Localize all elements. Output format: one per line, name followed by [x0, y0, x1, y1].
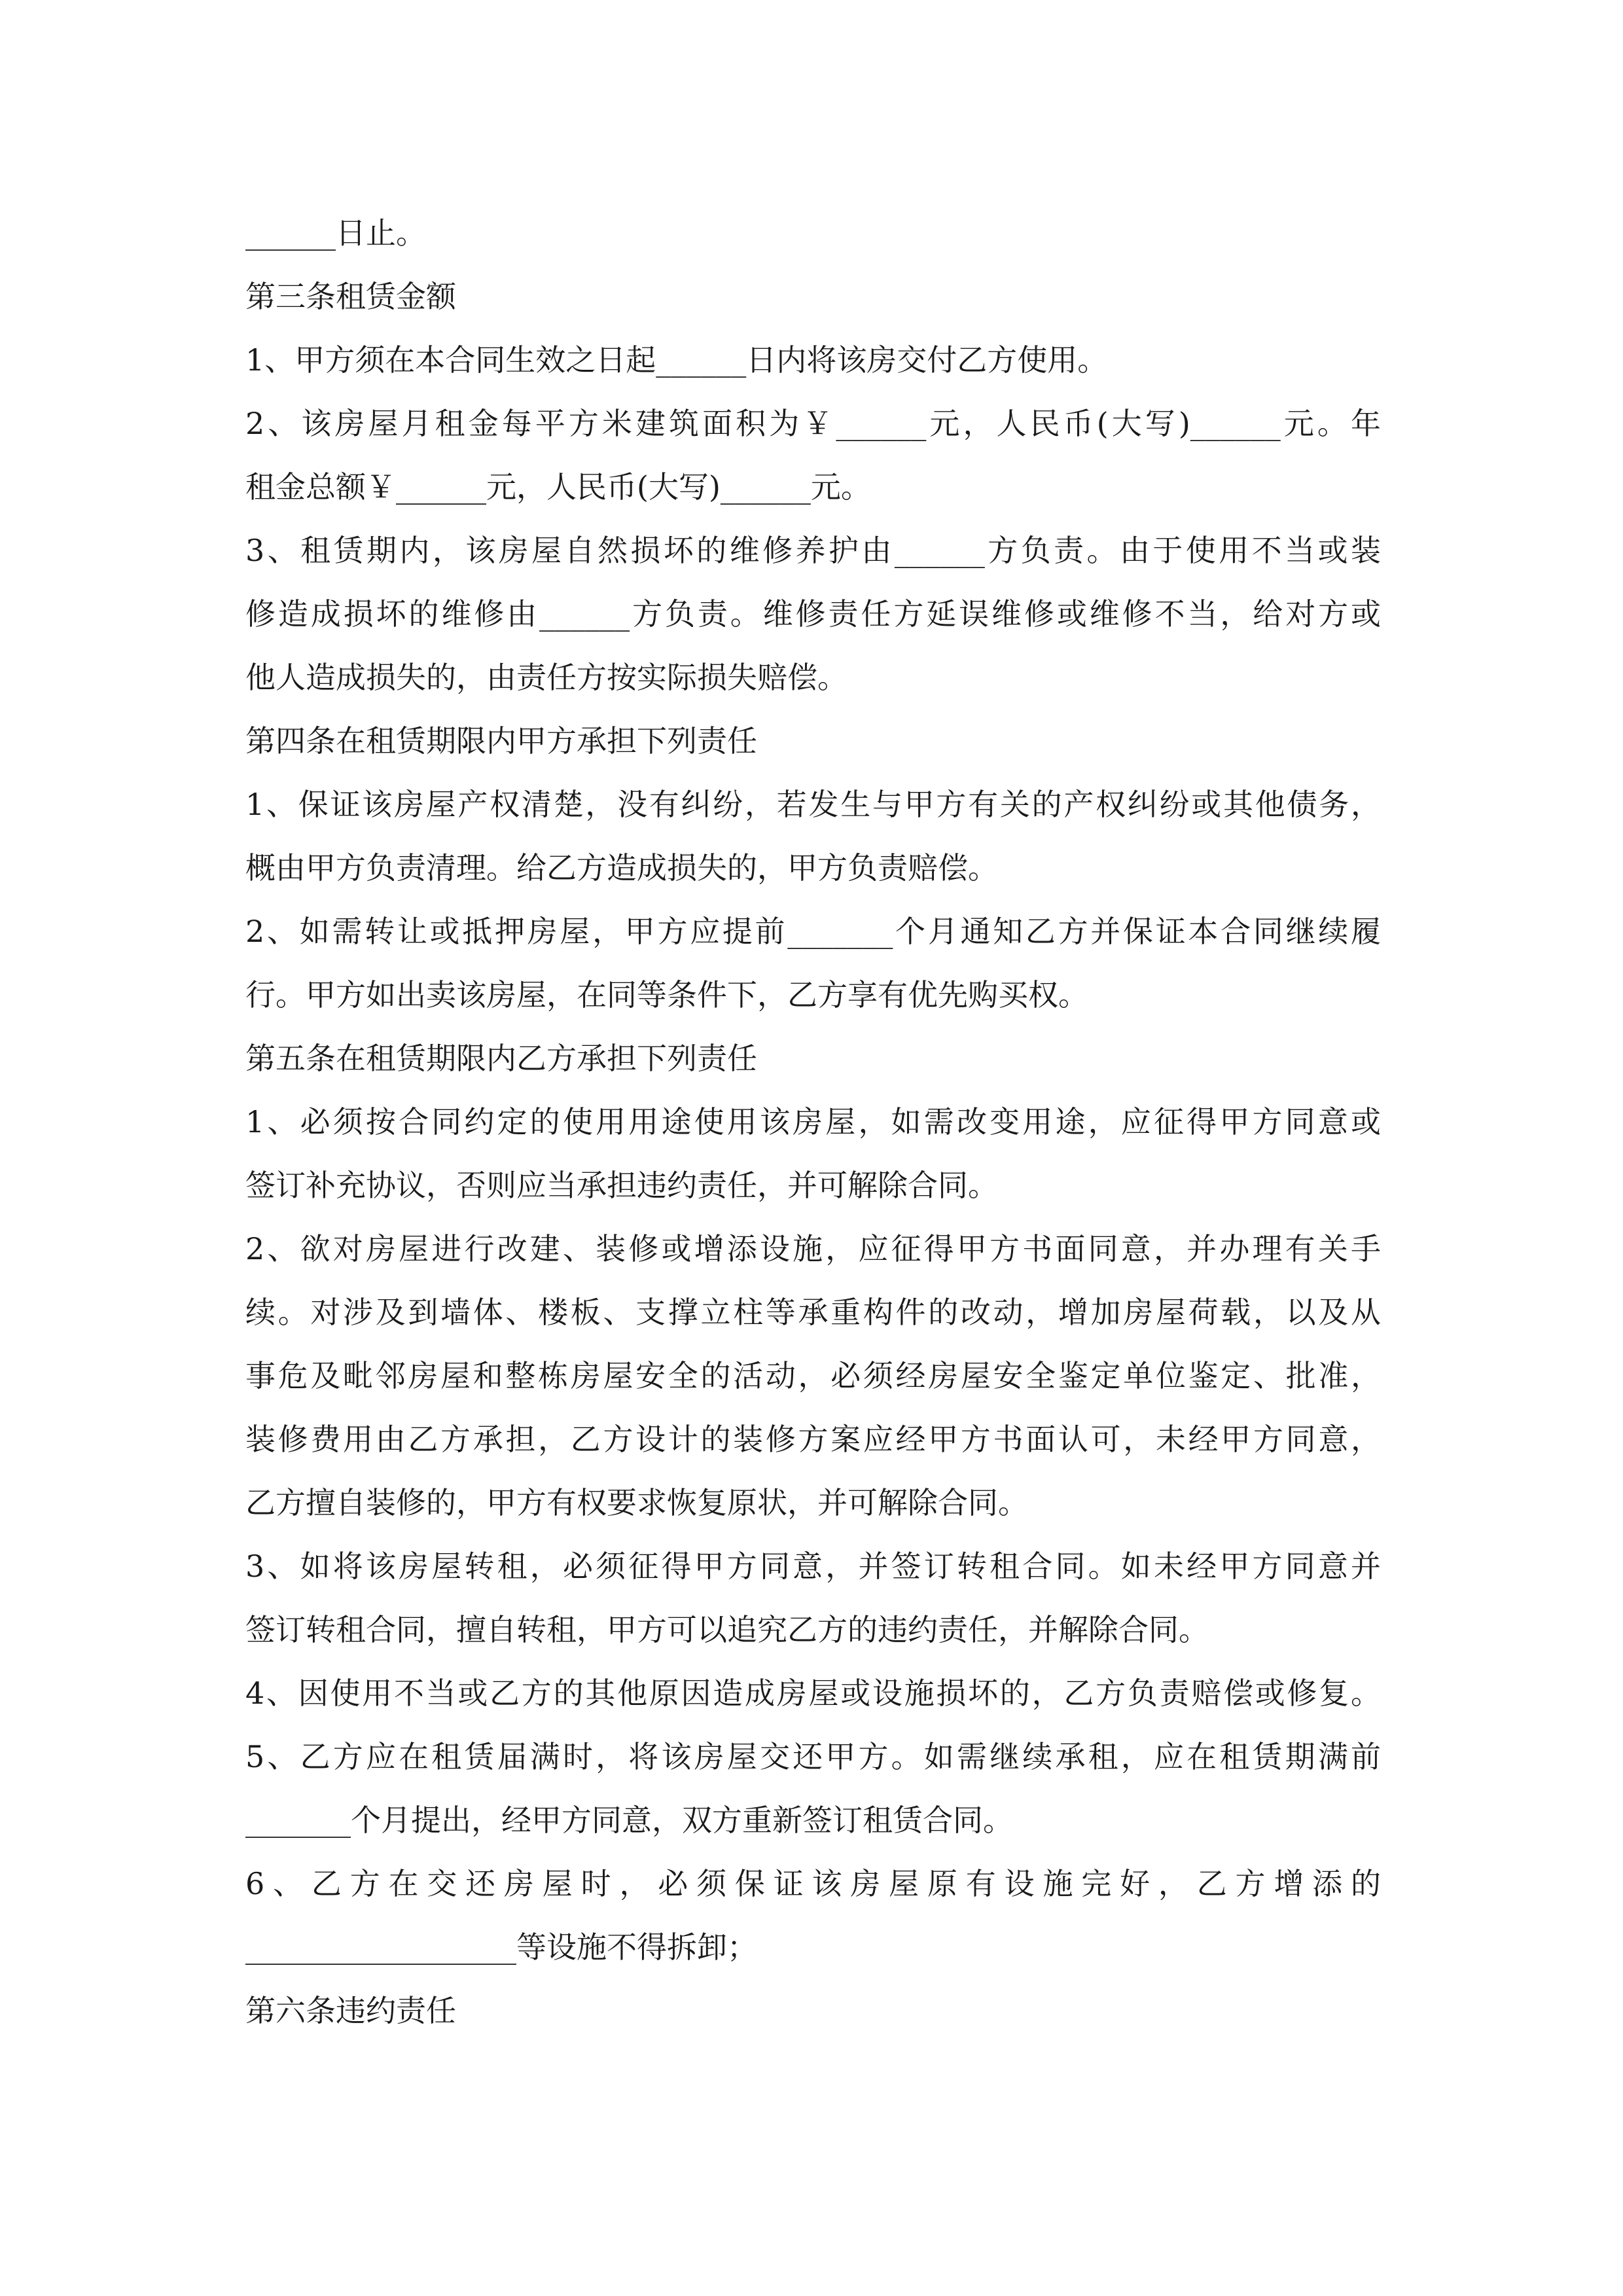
text-line: 5、乙方应在租赁届满时，将该房屋交还甲方。如需继续承租，应在租赁期满前: [245, 1739, 1381, 1774]
text-line: 修造成损坏的维修由______方负责。维修责任方延误维修或维修不当，给对方或: [245, 596, 1381, 632]
text-line: 签订补充协议，否则应当承担违约责任，并可解除合同。: [245, 1168, 998, 1203]
text-line: 1、必须按合同约定的使用用途使用该房屋，如需改变用途，应征得甲方同意或: [245, 1104, 1381, 1139]
text-line: 1、甲方须在本合同生效之日起______日内将该房交付乙方使用。: [245, 342, 1108, 378]
text-line: 概由甲方负责清理。给乙方造成损失的，甲方负责赔偿。: [245, 850, 998, 886]
text-line: 6、乙方在交还房屋时，必须保证该房屋原有设施完好，乙方增添的: [245, 1866, 1381, 1901]
document-body: [245, 202, 1381, 2043]
text-line: 签订转租合同，擅自转租，甲方可以追究乙方的违约责任，并解除合同。: [245, 1612, 1209, 1647]
text-line: ______日止。: [245, 215, 426, 251]
text-line: 租金总额￥______元，人民币(大写)______元。: [245, 469, 871, 505]
text-line: 3、如将该房屋转租，必须征得甲方同意，并签订转租合同。如未经甲方同意并: [245, 1549, 1381, 1584]
section-heading: 第三条租赁金额: [245, 279, 456, 314]
text-line: 行。甲方如出卖该房屋，在同等条件下，乙方享有优先购买权。: [245, 977, 1088, 1013]
section-heading: 第四条在租赁期限内甲方承担下列责任: [245, 723, 757, 759]
section-heading: 第五条在租赁期限内乙方承担下列责任: [245, 1041, 757, 1076]
section-heading: 第六条违约责任: [245, 1993, 456, 2028]
text-line: 续。对涉及到墙体、楼板、支撑立柱等承重构件的改动，增加房屋荷载，以及从: [245, 1295, 1381, 1330]
text-line: 3、租赁期内，该房屋自然损坏的维修养护由______方负责。由于使用不当或装: [245, 533, 1381, 568]
text-line: 2、该房屋月租金每平方米建筑面积为￥______元，人民币(大写)______元。年: [245, 406, 1381, 441]
text-line: 事危及毗邻房屋和整栋房屋安全的活动，必须经房屋安全鉴定单位鉴定、批准，: [245, 1358, 1381, 1393]
text-line: 2、如需转让或抵押房屋，甲方应提前_______个月通知乙方并保证本合同继续履: [245, 914, 1381, 949]
text-line: 4、因使用不当或乙方的其他原因造成房屋或设施损坏的，乙方负责赔偿或修复。: [245, 1676, 1381, 1711]
text-line: 2、欲对房屋进行改建、装修或增添设施，应征得甲方书面同意，并办理有关手: [245, 1231, 1381, 1266]
text-line: 他人造成损失的，由责任方按实际损失赔偿。: [245, 660, 847, 695]
text-line: 乙方擅自装修的，甲方有权要求恢复原状，并可解除合同。: [245, 1485, 1028, 1520]
text-line: 1、保证该房屋产权清楚，没有纠纷，若发生与甲方有关的产权纠纷或其他债务，: [245, 787, 1381, 822]
text-line: _______个月提出，经甲方同意，双方重新签订租赁合同。: [245, 1803, 1013, 1838]
text-line: 装修费用由乙方承担，乙方设计的装修方案应经甲方书面认可，未经甲方同意，: [245, 1422, 1381, 1457]
text-line: __________________等设施不得拆卸；: [245, 1929, 757, 1965]
